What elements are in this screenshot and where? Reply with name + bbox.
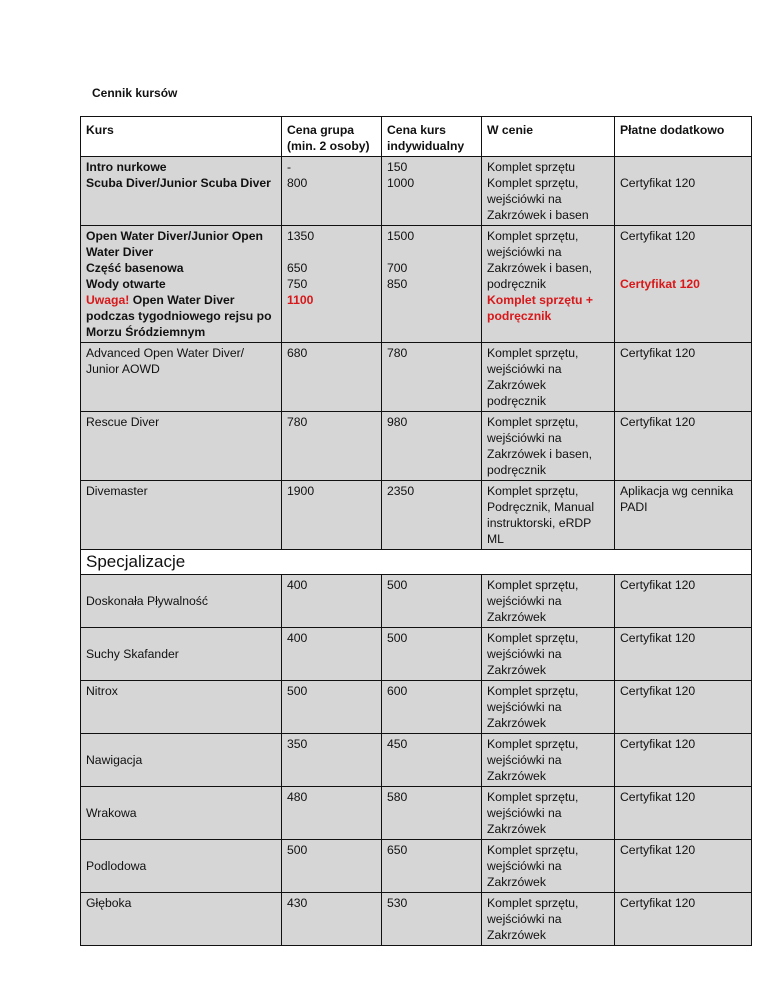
table-row (81, 628, 752, 681)
header-course: Kurs (81, 117, 282, 157)
individual-price: 150 (387, 160, 408, 174)
group-price: 400 (282, 628, 382, 681)
individual-price: 1000 (387, 176, 415, 190)
course-name: Advanced Open Water Diver/ Junior AOWD (81, 343, 282, 412)
individual-price: 500 (382, 575, 482, 628)
course-name: Doskonała Pływalność (86, 594, 208, 608)
course-name: Scuba Diver/Junior Scuba Diver (86, 176, 271, 190)
course-name: Rescue Diver (81, 412, 282, 481)
header-row (81, 117, 752, 157)
course-name: Wrakowa (86, 806, 137, 820)
individual-price: 530 (382, 893, 482, 946)
individual-price-pool: 700 (387, 261, 408, 275)
extra-cost: Certyfikat 120 (615, 575, 752, 628)
table-row (81, 343, 752, 412)
group-price-cruise: 1100 (287, 293, 314, 307)
table-row (81, 481, 752, 550)
table-row (81, 787, 752, 840)
price-table (80, 116, 752, 946)
specializations-heading: Specjalizacje (81, 550, 752, 575)
included-items: Komplet sprzętu, wejściówki na Zakrzówek i basen, podręcznik (482, 412, 615, 481)
table-row (81, 734, 752, 787)
individual-price: 650 (382, 840, 482, 893)
course-name: Intro nurkowe (86, 160, 167, 174)
individual-price: 780 (382, 343, 482, 412)
header-extra: Płatne dodatkowo (615, 117, 752, 157)
course-name: Nawigacja (86, 753, 143, 767)
extra-cost: Certyfikat 120 (620, 229, 696, 243)
included-items: Komplet sprzętu, wejściówki na Zakrzówek i basen (487, 176, 589, 222)
individual-price: 600 (382, 681, 482, 734)
group-price: 480 (282, 787, 382, 840)
group-price: 680 (282, 343, 382, 412)
included-items: Komplet sprzętu, wejściówki na Zakrzówek (482, 787, 615, 840)
group-price: 780 (282, 412, 382, 481)
extra-cost: Certyfikat 120 (620, 176, 696, 190)
group-price: 350 (282, 734, 382, 787)
individual-price: 2350 (382, 481, 482, 550)
included-items: Komplet sprzętu, wejściówki na Zakrzówek (482, 681, 615, 734)
included-items: Komplet sprzętu, wejściówki na Zakrzówek (482, 575, 615, 628)
included-items-cruise: Komplet sprzętu + podręcznik (487, 293, 593, 323)
group-price: 1900 (282, 481, 382, 550)
included-items: Komplet sprzętu (487, 160, 576, 174)
table-row (81, 226, 752, 343)
table-row (81, 893, 752, 946)
course-name: Open Water Diver/Junior Open Water Diver (86, 229, 263, 259)
course-name: Nitrox (81, 681, 282, 734)
extra-cost: Certyfikat 120 (615, 893, 752, 946)
included-items: Komplet sprzętu, Podręcznik, Manual instruktorski, eRDP ML (482, 481, 615, 550)
group-price: 400 (282, 575, 382, 628)
header-included: W cenie (482, 117, 615, 157)
individual-price: 450 (382, 734, 482, 787)
warning-label: Uwaga! (86, 293, 130, 307)
extra-cost: Certyfikat 120 (615, 628, 752, 681)
group-price: 800 (287, 176, 308, 190)
course-name: Głęboka (81, 893, 282, 946)
individual-price: 500 (382, 628, 482, 681)
individual-price: 1500 (387, 229, 415, 243)
extra-cost: Certyfikat 120 (615, 840, 752, 893)
extra-cost: Certyfikat 120 (615, 412, 752, 481)
group-price: 1350 (287, 229, 315, 243)
table-row (81, 681, 752, 734)
open-water-part-label: Wody otwarte (86, 277, 166, 291)
specializations-section-row (81, 550, 752, 575)
extra-cost: Certyfikat 120 (615, 681, 752, 734)
included-items: Komplet sprzętu, wejściówki na Zakrzówek i basen, podręcznik (487, 229, 592, 291)
extra-cost: Certyfikat 120 (615, 787, 752, 840)
table-row (81, 412, 752, 481)
course-name-cruise: Uwaga! Open Water Diver podczas tygodniowego rejsu po Morzu Śródziemnym (86, 293, 272, 339)
included-items: Komplet sprzętu, wejściówki na Zakrzówek (482, 734, 615, 787)
group-price: 430 (282, 893, 382, 946)
included-items: Komplet sprzętu, wejściówki na Zakrzówek (482, 840, 615, 893)
table-row (81, 157, 752, 226)
course-name: Suchy Skafander (86, 647, 179, 661)
group-price-pool: 650 (287, 261, 308, 275)
course-name: Divemaster (81, 481, 282, 550)
extra-cost: Certyfikat 120 (615, 734, 752, 787)
group-price: - (287, 160, 292, 174)
individual-price-open: 850 (387, 277, 408, 291)
extra-cost-cruise: Certyfikat 120 (620, 277, 700, 291)
group-price-open: 750 (287, 277, 308, 291)
table-row (81, 575, 752, 628)
individual-price: 980 (382, 412, 482, 481)
extra-cost: Certyfikat 120 (615, 343, 752, 412)
course-name: Podlodowa (86, 859, 147, 873)
included-items: Komplet sprzętu, wejściówki na Zakrzówek (482, 893, 615, 946)
header-group-price: Cena grupa (min. 2 osoby) (282, 117, 382, 157)
document-title: Cennik kursów (92, 86, 178, 100)
group-price: 500 (282, 681, 382, 734)
included-items: Komplet sprzętu, wejściówki na Zakrzówek (482, 628, 615, 681)
included-items: Komplet sprzętu, wejściówki na Zakrzówek podręcznik (482, 343, 615, 412)
individual-price: 580 (382, 787, 482, 840)
group-price: 500 (282, 840, 382, 893)
table-row (81, 840, 752, 893)
extra-cost: Aplikacja wg cennika PADI (615, 481, 752, 550)
pool-part-label: Część basenowa (86, 261, 184, 275)
header-individual-price: Cena kurs indywidualny (382, 117, 482, 157)
